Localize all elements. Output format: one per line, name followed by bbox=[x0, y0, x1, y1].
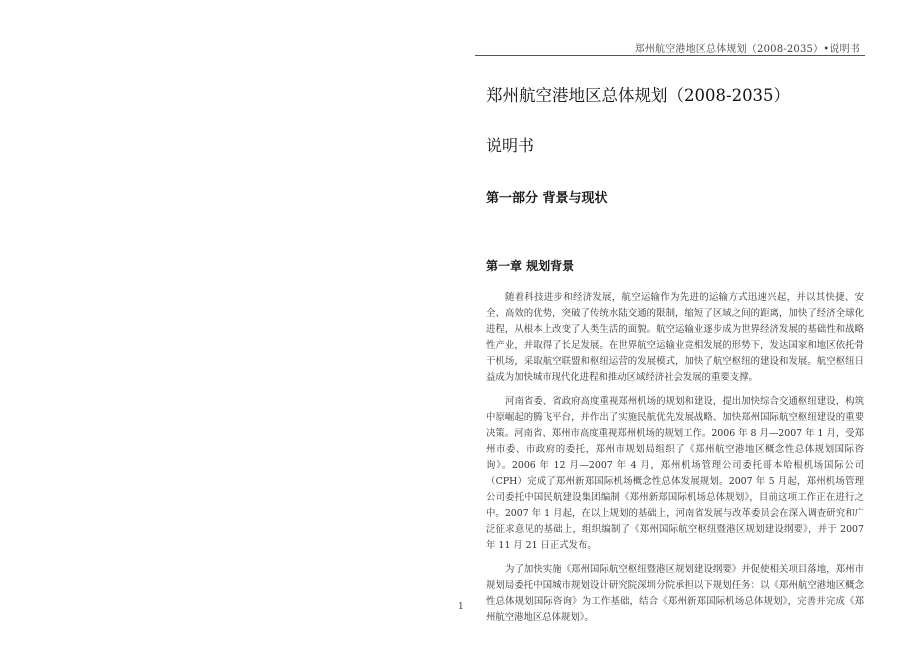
part-heading: 第一部分 背景与现状 bbox=[486, 191, 608, 206]
header-rule bbox=[475, 55, 865, 56]
paragraph-2: 河南省委、省政府高度重视郑州机场的规划和建设，提出加快综合交通枢纽建设，构筑中原崛起的腾飞平台，并作出了实施民航优先发展战略、加快郑州国际航空枢纽建设的重要决策。河南省、郑州市高度重视郑州机场的规划工作。2006 年 8 月—2007 年 1 月，受郑州市委、市政府的委托，郑州市规划局组织了《郑州航空港地区概念性总体规划国际咨询》。2006 年 12 月—2007 年 4 月，郑州机场管理公司委托哥本哈根机场国际公司（CPH）完成了郑州新郑国际机场概念性总体发展规划。2007 年 5 月起，郑州机场管理公司委托中国民航建设集团编制《郑州新郑国际机场总体规划》，目前这项工作正在进行之中。2007 年 1 月起，在以上规划的基础上，河南省发展与改革委员会在深入调查研究和广泛征求意见的基础上，组织编制了《郑州国际航空枢纽暨港区规划建设纲要》，并于 2007 年 11 月 21 日正式发布。 bbox=[486, 396, 864, 551]
page-number: 1 bbox=[458, 602, 464, 612]
document-subtitle: 说明书 bbox=[486, 136, 535, 155]
running-header: 郑州航空港地区总体规划（2008-2035）•说明书 bbox=[634, 44, 860, 55]
chapter-heading: 第一章 规划背景 bbox=[486, 259, 575, 273]
body-text bbox=[486, 290, 864, 634]
paragraph-1: 随着科技进步和经济发展，航空运输作为先进的运输方式迅速兴起，并以其快捷、安全、高效的优势，突破了传统水陆交通的限制，缩短了区域之间的距离，加快了经济全球化进程，从根本上改变了人类生活的面貌。航空运输业逐步成为世界经济发展的基础性和战略性产业，并取得了长足发展。在世界航空运输业竞相发展的形势下，发达国家和地区依托骨干机场，采取航空联盟和枢纽运营的发展模式，加快了航空枢纽的建设和发展。航空枢纽日益成为加快城市现代化进程和推动区域经济社会发展的重要支撑。 bbox=[486, 292, 864, 383]
paragraph-3: 为了加快实施《郑州国际航空枢纽暨港区规划建设纲要》并促使相关项目落地，郑州市规划局委托中国城市规划设计研究院深圳分院承担以下规划任务：以《郑州航空港地区概念性总体规划国际咨询》为工作基础，结合《郑州新郑国际机场总体规划》，完善并完成《郑州航空港地区总体规划》。 bbox=[486, 564, 864, 623]
document-title: 郑州航空港地区总体规划（2008-2035） bbox=[486, 86, 791, 105]
